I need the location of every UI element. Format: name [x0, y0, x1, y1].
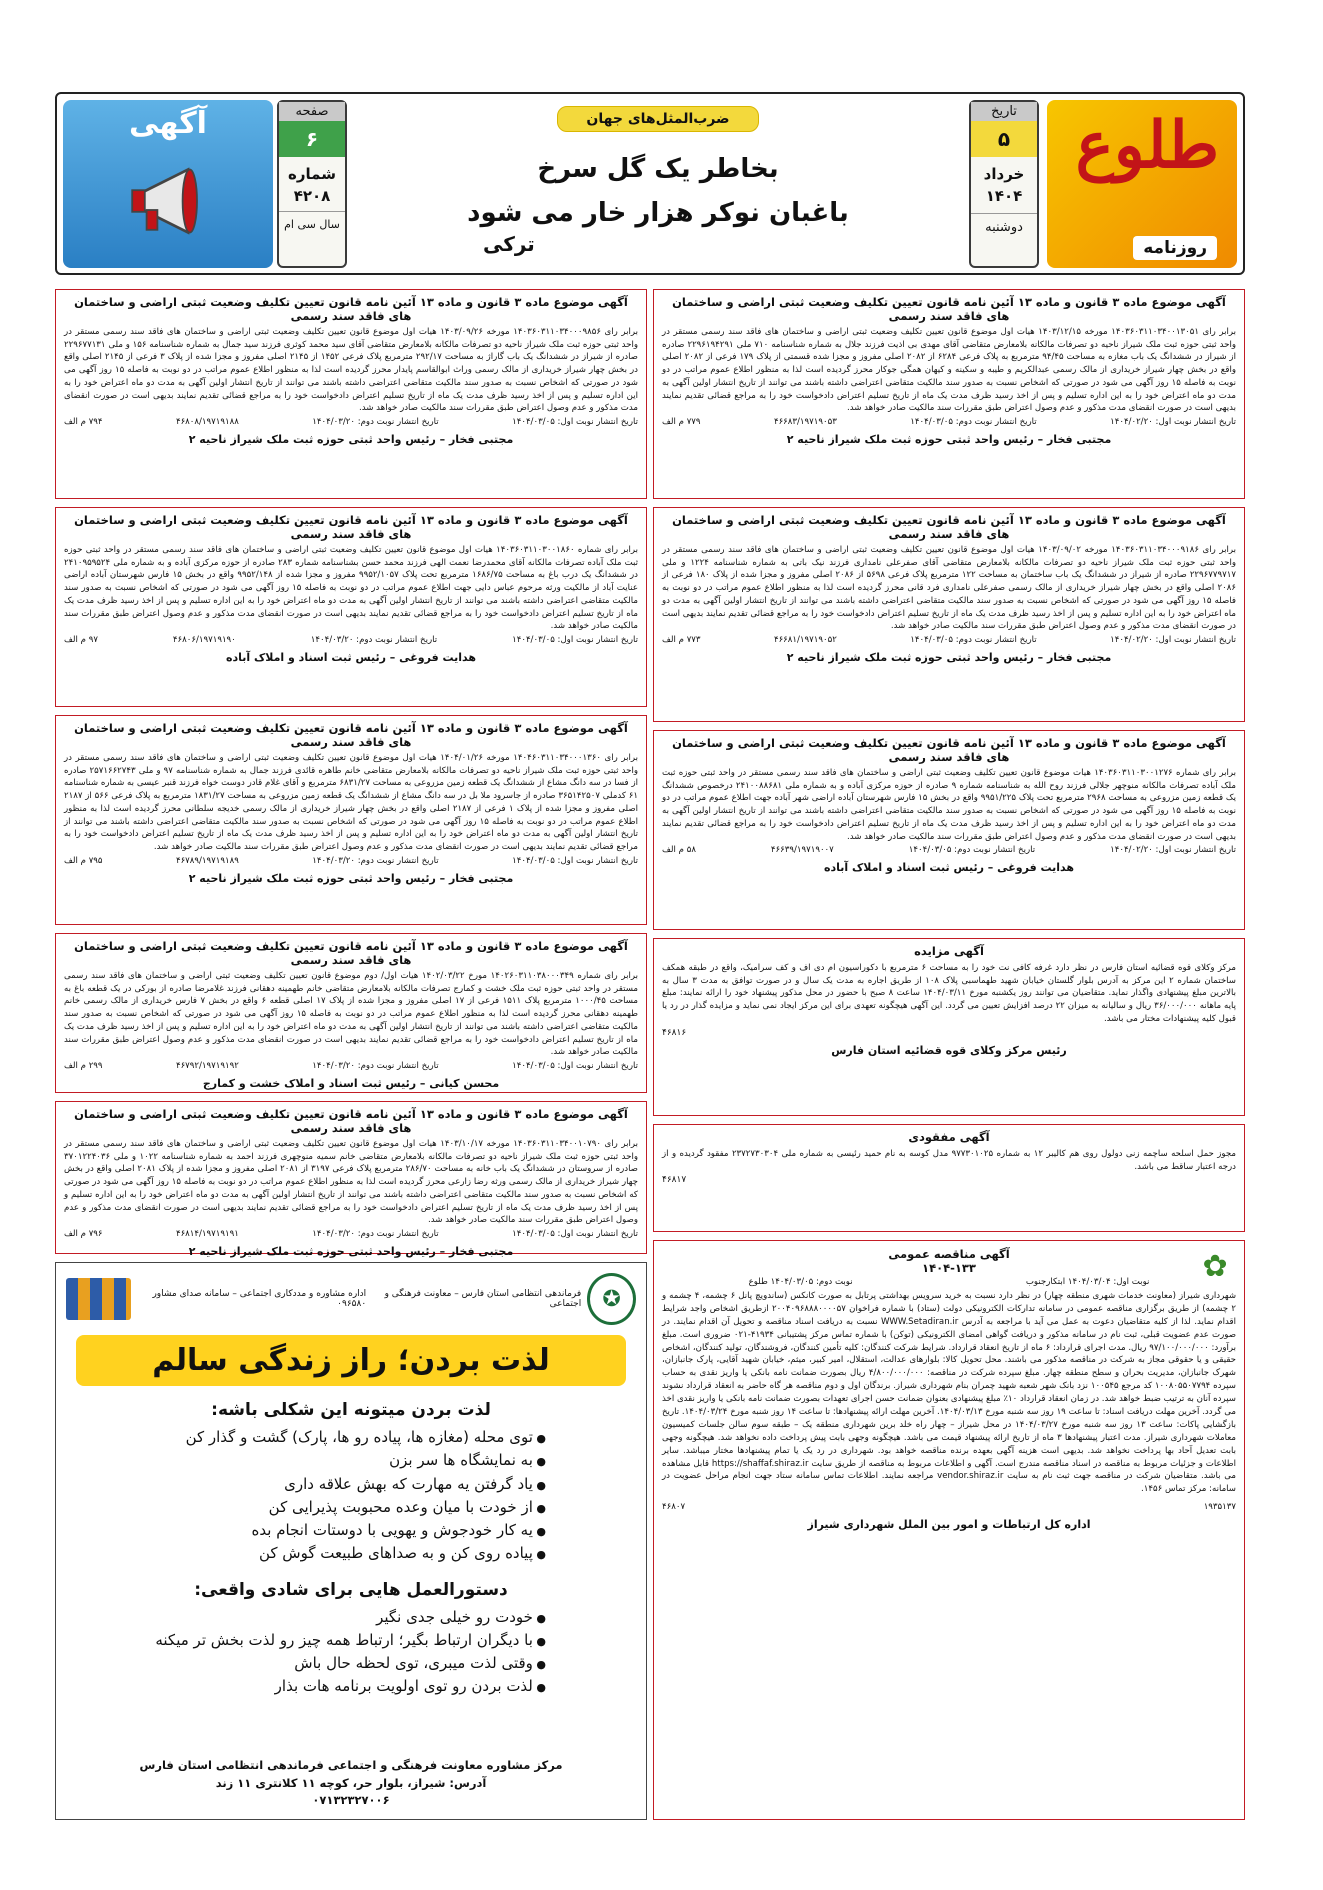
- issue-label: شماره: [288, 165, 336, 183]
- notice-code: ۹۷ م الف: [64, 635, 98, 646]
- police-emblem-icon: ✪: [587, 1273, 636, 1325]
- notice-ref: ۴۶۶۸۱/۱۹۷۱۹۰۵۲: [773, 635, 837, 646]
- notice-7: [55, 933, 647, 1093]
- proverb-tag: ضرب‌المثل‌های جهان: [557, 106, 758, 132]
- notice-body: برابر رای شماره ۱۴۰۲۶۰۳۱۱۰۳۸۰۰۰۳۴۹ مورخ ۱۴۰۲/۰۳/۲۲ هیات اول/ دوم موضوع قانون تعیین تکلیف وضعیت ثبتی اراضی و ساختمان های فاقد سند رسمی مستقر در واحد ثبتی حوزه ثبت ملک خشت و کمارج تصرفات مالکانه بلامعارض متقاضی خانم طهمینه دهقانی فرزند غلامرضا صادره از بورکی در یک قطعه باغ به مساحت ۱۰۰۰/۴۵ مترمربع پلاک ۱۵۱۱ فرعی از ۱۷ اصلی مفروز و مجزا شده از پلاک ۱۷ اصلی قطعه ۶ واقع در بخش ۷ فارس خریداری از مالک رسمی خانم طهمینه دهقانی محرز گردیده است لذا به منظور اطلاع عموم مراتب در دو نوبت به فاصله ۱۵ روز آگهی می شود در صورتی که اشخاص نسبت به صدور سند مالکیت متقاضی اعتراضی داشته باشند می توانند از تاریخ انتشار اولین آگهی به مدت دو ماه اعتراض خود را به این اداره تسلیم و پس از اخذ رسید ظرف مدت یک ماه از تاریخ تسلیم اعتراض دادخواست خود را به مراجع قضائی تقدیم نمایند بدیهی است در صورت انقضای مدت مذکور و عدم وصول اعتراض طبق مقررات سند مالکیت صادر خواهد شد.: [64, 971, 639, 1058]
- list-item: ● توی محله (مغازه ها، پیاده رو ها، پارک) گشت و گذار کن: [66, 1426, 546, 1449]
- list-item: ● از خودت با میان وعده محبوبت پذیرایی کن: [66, 1496, 546, 1519]
- tender-date-2: نوبت دوم: ۱۴۰۴/۰۳/۰۵ طلوع: [748, 1277, 853, 1287]
- list-item: ● خودت رو خیلی جدی نگیر: [66, 1606, 546, 1629]
- notice-meta: [64, 1061, 638, 1071]
- notice-meta: [662, 635, 1236, 645]
- newspaper-logo: [1047, 100, 1237, 268]
- notice-date-1: تاریخ انتشار نوبت اول: ۱۴۰۴/۰۲/۲۰: [1110, 845, 1236, 856]
- notice-ref: ۴۶۷۸۹/۱۹۷۱۹۱۸۹: [175, 855, 239, 866]
- tender-body: شهرداری شیراز (معاونت خدمات شهری منطقه چهار) در نظر دارد نسبت به خرید سرویس بهداشتی پرتابل به صورت کانکس (ساندویچ پانل ۶ چشمه، ۴ چشمه و ۲ چشمه) از طریق برگزاری مناقصه عمومی در سامانه تدارکات الکترونیکی دولت (ستاد) با شماره فراخوان ۲۰۰۴۰۹۶۸۸۸۰۰۰۰۵۷ ازطریق اشخاص واجد شرایط اقدام نماید. لذا از کلیه متقاضیان دعوت به عمل می آید با مراجعه به آدرس WWW.Setadiran.ir نسبت به دریافت اسناد مناقصه و تحویل آن اقدام نمایند. در صورت عدم عضویت قبلی، ثبت نام در سامانه مذکور و دریافت گواهی امضای الکترونیکی (توکن) با شماره تماس مرکز پشتیبانی ۴۱۹۳۴-۰۲۱ ضروری است. مبلغ برآورد: ۹۷/۱۰۰/۰۰۰/۰۰۰ ریال. مدت اجرای قرارداد: ۶ ماه از تاریخ انعقاد قرارداد. شرایط شرکت کنندگان: کلیه تأمین کنندگان، فروشندگان، تولید کنندگان، اشخاص حقیقی و یا حقوقی مجاز به شرکت در مناقصه مذکور می باشند. محل تحویل کالا: بلوارهای عدالت، استقلال، امیر کبیر، میثم، خیابان شهید آقایی، پارک جانبازان، شهرک جانبازان، مدیریت بحران و سطح منطقه چهار. مبلغ سپرده شرکت در مناقصه: ۴/۸۰۰/۰۰۰/۰۰۰ ریال بصورت ضمانت نامه بانکی یا واریز نقدی به حساب سپرده ۱۰۰۸۰۵۵۰۷۷۹۴ کد مرجع ۱۰۰۵۴۵ نزد بانک شهر شعبه شهید چمران بنام شهرداری شیراز. برندگان اول و دوم مناقصه هر گاه حاضر به انعقاد قرارداد نشوند سپرده آنان به ترتیب ضبط خواهد شد. در زمان انعقاد قرارداد ۱۰٪ مبلغ پیشنهادی بعنوان ضمانت حسن اجرای تعهدات بصورت ضمانت نامه بانکی یا واریز نقدی اخذ می گردد. آخرین مهلت دریافت اسناد: تا ساعت ۱۹ روز سه شنبه مورخ ۱۴۰۴/۰۳/۱۳. آخرین مهلت ارائه پیشنهادها: تا ساعت ۱۴ روز شنبه مورخ ۱۴۰۴/۰۳/۲۴. تاریخ بازگشایی پاکات: ساعت ۱۳ روز سه شنبه مورخ ۱۴۰۴/۰۳/۲۷ در محل شیراز – چهار راه خلد برین شهرداری منطقه یک – طبقه سوم سالن جلسات کمیسیون معاملات شهرداری شیراز. مدت اعتبار پیشنهادها ۳ ماه از تاریخ ارائه پیشنهاد قیمت می باشد. هیچگونه وجهی بابت پیش پرداخت داده نخواهد شد. هیچگونه وجهی بابت تعدیل آحاد بها پرداخت نخواهد شد. بدیهی است هزینه آگهی بعهده برنده مناقصه خواهد بود. شهرداری در رد یک یا تمام پیشنهادها مختار میباشد. سایر اطلاعات و جزئیات مربوط به مناقصه در اسناد مناقصه مندرج است. آگهی و اطلاعات مربوط به مناقصه از طریق سایت https://shaffaf.shiraz.ir قابل مشاهده می باشد. متقاضیان شرکت در مناقصه جهت ثبت نام به سایت vendor.shiraz.ir مراجعه نمایند. اطلاعات تماس سامانه ستاد جهت انجام مراحل عضویت در سامانه: مرکز تماس ۱۴۵۶.: [662, 1291, 1237, 1495]
- logo-title: طلوع: [1075, 108, 1219, 183]
- tender-ref-left: ۴۶۸۰۷: [662, 1502, 686, 1513]
- lost-ref: ۴۶۸۱۷: [662, 1175, 687, 1186]
- notice-date-1: تاریخ انتشار نوبت اول: ۱۴۰۴/۰۲/۲۰: [1110, 417, 1236, 428]
- notice-5: [653, 730, 1245, 930]
- notice-date-1: تاریخ انتشار نوبت اول: ۱۴۰۴/۰۳/۰۵: [512, 1061, 638, 1072]
- organization-logo-icon: [66, 1278, 131, 1320]
- notice-date-1: تاریخ انتشار نوبت اول: ۱۴۰۴/۰۳/۰۵: [512, 855, 638, 866]
- date-month: خرداد: [983, 165, 1025, 183]
- notice-title: آگهی موضوع ماده ۳ قانون و ماده ۱۳ آئین نامه قانون تعیین تکلیف وضعیت ثبتی اراضی و ساختمان های فاقد سند رسمی: [74, 721, 628, 749]
- notice-date-2: تاریخ انتشار نوبت دوم: ۱۴۰۴/۰۳/۰۵: [910, 417, 1037, 428]
- list-item: ● یاد گرفتن یه مهارت که بهش علاقه داری: [66, 1473, 546, 1496]
- auction-ref: ۴۶۸۱۶: [662, 1027, 687, 1038]
- auction-signer: رئیس مرکز وکلای قوه قضائیه استان فارس: [831, 1043, 1067, 1057]
- notice-date-1: تاریخ انتشار نوبت اول: ۱۴۰۴/۰۳/۰۵: [512, 1229, 638, 1240]
- notice-signer: محسن کیانی – رئیس ثبت اسناد و املاک خشت و کمارج: [202, 1077, 500, 1091]
- poster-org-left: [66, 1278, 366, 1320]
- poster-footer-address: آدرس: شیراز، بلوار حر، کوچه ۱۱ کلانتری ۱۱ زند: [215, 1775, 487, 1790]
- notice-meta: [64, 635, 638, 645]
- notice-body: برابر رای ۱۴۰۳۶۰۳۱۱۰۳۴۰۰۱۰۷۹۰ مورخه ۱۴۰۳/۱۰/۱۷ هیات اول موضوع قانون تعیین تکلیف وضعیت ثبتی اراضی و ساختمان های فاقد سند رسمی مستقر در واحد ثبتی حوزه ثبت ملک شیراز ناحیه دو تصرفات مالکانه بلامعارض متقاضی خانم سمیه منوچهری فرزند احمد به شماره شناسنامه ۱۰۲۲ و ملی ۳۷۰۱۲۲۴۰۳۶ صادره از سروستان در ششدانگ یک باب خانه به مساحت ۲۸۶/۷۰ مترمربع پلاک فرعی ۳۱۹۷ از ۲۰۸۱ اصلی مفروز و مجزا شده از پلاک ۲۰۸۱ اصلی واقع در بخش چهار شیراز خریداری از مالک رسمی ورثه رضا زارعی محرز گردیده است لذا به منظور اطلاع عموم مراتب در دو نوبت به فاصله ۱۵ روز آگهی می شود در صورتی که اشخاص نسبت به صدور سند مالکیت متقاضی اعتراضی داشته باشند می توانند از تاریخ انتشار اولین آگهی به مدت دو ماه اعتراض خود را به این اداره تسلیم و پس از اخذ رسید ظرف مدت یک ماه از تاریخ تسلیم اعتراض دادخواست خود را به مراجع قضائی تقدیم نمایند بدیهی است در صورت انقضای مدت مذکور و عدم وصول اعتراض طبق مقررات سند مالکیت صادر خواهد شد.: [64, 1139, 638, 1226]
- notice-date-1: تاریخ انتشار نوبت اول: ۱۴۰۴/۰۳/۰۵: [512, 635, 638, 646]
- list-item: ● پیاده روی کن و به صداهای طبیعت گوش کن: [66, 1542, 546, 1565]
- year-label: سال سی ام: [284, 218, 340, 231]
- notice-8: [55, 1101, 647, 1259]
- auction-title: آگهی مزایده: [914, 944, 984, 958]
- notice-code: ۷۹۵ م الف: [64, 855, 103, 866]
- notice-meta: [64, 1229, 638, 1239]
- police-poster: [55, 1262, 647, 1820]
- ad-badge: [63, 100, 273, 268]
- tender-signer: اداره کل ارتباطات و امور بین الملل شهرداری شیراز: [807, 1518, 1091, 1532]
- ad-label: آگهی: [129, 106, 207, 141]
- notice-1: [653, 289, 1245, 499]
- notice-meta: [662, 845, 1236, 855]
- notice-title: آگهی موضوع ماده ۳ قانون و ماده ۱۳ آئین نامه قانون تعیین تکلیف وضعیت ثبتی اراضی و ساختمان های فاقد سند رسمی: [74, 295, 628, 323]
- poster-footer-org: مرکز مشاوره معاونت فرهنگی و اجتماعی فرماندهی انتظامی استان فارس: [139, 1758, 563, 1773]
- notice-code: ۷۷۳ م الف: [662, 635, 701, 646]
- notice-date-2: تاریخ انتشار نوبت دوم: ۱۴۰۴/۰۳/۰۵: [910, 635, 1037, 646]
- notice-date-2: تاریخ انتشار نوبت دوم: ۱۴۰۴/۰۳/۲۰: [312, 855, 439, 866]
- notice-ref: ۴۶۷۹۲/۱۹۷۱۹۱۹۲: [175, 1061, 239, 1072]
- notice-title: آگهی موضوع ماده ۳ قانون و ماده ۱۳ آئین نامه قانون تعیین تکلیف وضعیت ثبتی اراضی و ساختمان های فاقد سند رسمی: [74, 1107, 628, 1135]
- newspaper-page: [55, 92, 1245, 1822]
- list-item: ● با دیگران ارتباط بگیر؛ ارتباط همه چیز رو لذت بخش تر میکنه: [66, 1629, 546, 1652]
- notice-signer: هدایت فروغی – رئیس ثبت اسناد و املاک آباده: [225, 651, 476, 665]
- notice-code: ۷۹۶ م الف: [64, 1229, 103, 1240]
- tender-title: آگهی مناقصه عمومی: [888, 1247, 1010, 1261]
- poster-list-2: [66, 1606, 636, 1699]
- notice-ref: ۴۶۸۰۸/۱۹۷۱۹۱۸۸: [175, 417, 239, 428]
- notice-3: [653, 507, 1245, 722]
- notice-title: آگهی موضوع ماده ۳ قانون و ماده ۱۳ آئین نامه قانون تعیین تکلیف وضعیت ثبتی اراضی و ساختمان های فاقد سند رسمی: [672, 736, 1226, 764]
- notice-code: ۵۸ م الف: [662, 845, 696, 856]
- proverb-line-1: بخاطر یک گل سرخ: [537, 154, 779, 184]
- notice-signer: مجتبی فخار – رئیس واحد ثبتی حوزه ثبت ملک شیراز ناحیه ۲: [188, 1245, 514, 1259]
- notice-date-1: تاریخ انتشار نوبت اول: ۱۴۰۴/۰۲/۲۰: [1110, 635, 1236, 646]
- poster-footer-phone: ۰۷۱۳۲۳۲۷۰۰۶: [312, 1792, 390, 1807]
- date-label: تاریخ: [971, 102, 1037, 121]
- poster-org-right-text: فرماندهی انتظامی استان فارس – معاونت فرهنگی و اجتماعی: [384, 1289, 582, 1309]
- notice-signer: مجتبی فخار – رئیس واحد ثبتی حوزه ثبت ملک شیراز ناحیه ۲: [188, 433, 514, 447]
- notice-code: ۷۹۴ م الف: [64, 417, 103, 428]
- notice-body: برابر رای ۱۴۰۳۶۰۳۱۱۰۳۴۰۰۱۳۰۵۱ مورخه ۱۴۰۳/۱۲/۱۵ هیات اول موضوع قانون تعیین تکلیف وضعیت ثبتی اراضی و ساختمان های فاقد سند رسمی مستقر در واحد ثبتی حوزه ثبت ملک شیراز ناحیه دو تصرفات مالکانه بلامعارض متقاضی آقای مهدی بی اذیت فرزند جلال به شماره شناسنامه ۷۱۰ ملی ۲۲۹۶۱۹۴۲۹۱ صادره از شیراز در ششدانگ یک باب مغازه به مساحت ۹۴/۴۵ مترمربع به پلاک فرعی ۶۲۸۴ از ۲۰۸۲ اصلی مفروز و مجزا شده قسمتی از پلاک ۱۷۹ فرعی از ۲۰۸۲ اصلی واقع در بخش چهار شیراز خریداری از مالک رسمی عبدالکریم و طیبه و سکینه و کیهان همگی جوکار محرز گردیده است لذا به منظور اطلاع عموم مراتب در دو نوبت به فاصله ۱۵ روز آگهی می شود در صورتی که اشخاص نسبت به صدور سند مالکیت متقاضی اعتراضی داشته باشند می توانند از تاریخ انتشار اولین آگهی به مدت دو ماه اعتراض خود را به این اداره تسلیم و پس از اخذ رسید ظرف مدت یک ماه از تاریخ تسلیم اعتراض دادخواست خود را به مراجع قضائی تقدیم نمایند بدیهی است در صورت انقضای مدت مذکور و عدم وصول اعتراض طبق مقررات سند مالکیت صادر خواهد شد.: [662, 327, 1236, 414]
- notice-4: [55, 507, 647, 707]
- date-day: ۵: [971, 121, 1037, 157]
- notice-6: [55, 715, 647, 925]
- lost-title: آگهی مفقودی: [908, 1130, 990, 1144]
- notice-body: برابر رای شماره ۱۴۰۳۶۰۳۱۱۰۳۰۰۱۲۷۶ هیات موضوع قانون تعیین تکلیف وضعیت ثبتی اراضی و ساختمان های فاقد سند رسمی مستقر در واحد ثبتی حوزه ثبت ملک آباده تصرفات مالکانه منوچهر جلالی فرزند روح الله به شناسنامه شماره ۹ صادره از حوزه مرکزی آباده و به شماره ملی ۲۴۱۰۰۸۸۶۸۱ درخصوص ششدانگ یک قطعه زمین مزروعی به مساحت ۲۹۶۸ مترمربع تحت پلاک ۹۹۵۱/۲۲۵ واقع در بخش ۱۵ فارس شهرستان آباده اراضی شهر آباده جهت اطلاع عموم مراتب در دو نوبت به فاصله ۱۵ روز آگهی می شود در صورتی که اشخاص نسبت به صدور سند مالکیت متقاضی اعتراضی داشته باشند می توانند از تاریخ انتشار اولین آگهی به مدت دو ماه اعتراض خود را به این اداره تسلیم و پس از اخذ رسید ظرف مدت یک ماه از تاریخ تسلیم اعتراض دادخواست خود را به مراجع قضائی تقدیم نمایند بدیهی است در صورت انقضای مدت مذکور و عدم وصول اعتراض طبق مقررات سند مالکیت صادر خواهد شد.: [662, 768, 1236, 842]
- proverb-line-2: باغبان نوکر هزار خار می شود: [467, 198, 849, 228]
- page-label: صفحه: [279, 102, 345, 121]
- page-number: ۶: [279, 121, 345, 157]
- notice-date-1: تاریخ انتشار نوبت اول: ۱۴۰۴/۰۳/۰۵: [512, 417, 638, 428]
- proverb-source: ترکی: [483, 232, 535, 256]
- notice-signer: هدایت فروغی – رئیس ثبت اسناد و املاک آباده: [823, 861, 1074, 875]
- notice-body: برابر رای ۱۴۰۳۶۰۳۱۱۰۳۴۰۰۰۹۱۸۶ مورخه ۱۴۰۳/۰۹/۰۲ هیات اول موضوع قانون تعیین تکلیف وضعیت ثبتی اراضی و ساختمان های فاقد سند رسمی مستقر در واحد ثبتی حوزه ثبت ملک شیراز ناحیه دو تصرفات مالکانه بلامعارض متقاضی آقای صفرعلی نامداری فرزند نیک باتی به شماره شناسنامه ۱۲۲۴ و ملی ۲۲۹۶۷۷۹۷۱۷ صادره از شیراز در ششدانگ یک باب ساختمان به مساحت ۱۲۲ مترمربع پلاک فرعی ۵۶۹۸ از ۲۰۸۶ اصلی مفروز و مجزا شده از پلاک ۱۸۰ فرعی از ۲۰۸۶ اصلی واقع در بخش چهار شیراز خریداری از مالک رسمی صفرعلی نامداری فرد قانی محرز گردیده است لذا به منظور اطلاع عموم مراتب در دو نوبت به فاصله ۱۵ روز آگهی می شود در صورتی که اشخاص نسبت به صدور سند مالکیت متقاضی اعتراضی داشته باشند می توانند از تاریخ انتشار اولین آگهی به مدت دو ماه اعتراض خود را به این اداره تسلیم و پس از اخذ رسید ظرف مدت یک ماه از تاریخ تسلیم اعتراض دادخواست خود را به مراجع قضائی تقدیم نمایند بدیهی است در صورت انقضای مدت مذکور و عدم وصول اعتراض طبق مقررات سند مالکیت صادر خواهد شد.: [662, 545, 1236, 632]
- date-weekday: دوشنبه: [985, 220, 1023, 235]
- notice-body: برابر رای ۱۴۰۴۶۰۳۱۱۰۳۴۰۰۰۱۳۶۰ مورخه ۱۴۰۴/۰۱/۲۶ هیات اول موضوع قانون تعیین تکلیف وضعیت ثبتی اراضی و ساختمان های فاقد سند رسمی مستقر در واحد ثبتی حوزه ثبت ملک شیراز ناحیه دو تصرفات مالکانه بلامعارض متقاضی خانم طاهره قائدی فرزند جمال به شماره شناسنامه ۹۷ و ملی ۲۵۷۱۶۶۲۷۴۳ صادره از فسا در سه دانگ مشاع از ششدانگ یک قطعه زمین مزروعی به مساحت ۶۸۳۱/۲۷ مترمربع و آقای غلام قادر دوست خواه فرزند قنبر عیسی به شماره شناسنامه ۶۱ کدملی ۳۶۵۱۴۲۵۰۷ صادره از جاسرود ملا بل در سه دانگ مشاع از ششدانگ یک قطعه زمین مزروعی به مساحت ۱۸۳۱/۲۷ مترمربع به پلاک فرعی ۵۶۶ از ۲۱۸۷ اصلی مفروز و مجزا شده از پلاک ۱ فرعی از ۲۱۸۷ اصلی واقع در بخش چهار شیراز خریداری از مالک رسمی خدیجه سلطانی محرز گردیده است لذا به منظور اطلاع عموم مراتب در دو نوبت به فاصله ۱۵ روز آگهی می شود در صورتی که اشخاص نسبت به صدور سند مالکیت متقاضی اعتراضی داشته باشند می توانند از تاریخ انتشار اولین آگهی به مدت دو ماه اعتراض خود را به این اداره تسلیم و پس از اخذ رسید ظرف مدت یک ماه از تاریخ تسلیم اعتراض دادخواست خود را به مراجع قضائی تقدیم نمایند بدیهی است در صورت انقضای مدت مذکور و عدم وصول اعتراض طبق مقررات سند مالکیت صادر خواهد شد.: [64, 753, 639, 853]
- notice-code: ۷۷۹ م الف: [662, 417, 701, 428]
- notice-date-2: تاریخ انتشار نوبت دوم: ۱۴۰۴/۰۳/۰۵: [908, 845, 1036, 856]
- auction-notice: [653, 938, 1245, 1116]
- notice-date-2: تاریخ انتشار نوبت دوم: ۱۴۰۴/۰۳/۲۰: [312, 1061, 439, 1072]
- megaphone-icon: [125, 156, 215, 246]
- notice-ref: ۴۶۶۸۳/۱۹۷۱۹۰۵۳: [773, 417, 837, 428]
- notice-meta: [64, 856, 638, 866]
- lost-notice: [653, 1124, 1245, 1232]
- notice-ref: ۴۶۸۱۴/۱۹۷۱۹۱۹۱: [175, 1229, 239, 1240]
- municipality-logo-icon: ✿: [1202, 1248, 1228, 1284]
- notice-date-2: تاریخ انتشار نوبت دوم: ۱۴۰۴/۰۳/۲۰: [312, 1229, 439, 1240]
- notice-body: برابر رای شماره ۱۴۰۳۶۰۳۱۱۰۳۰۰۱۸۶۰ هیات اول موضوع قانون تعیین تکلیف وضعیت ثبتی اراضی و ساختمان های فاقد سند رسمی مستقر در واحد ثبتی حوزه ثبت ملک آباده تصرفات مالکانه آقای محمدرضا نعمت الهی فرزند محمد حسن بشناسنامه شماره ۲۸۳ صادره از حوزه مرکزی آباده و به شماره ملی ۲۴۱۰۹۵۹۵۲۴ در ششدانگ یک درب باغ به مساحت ۱۶۸۶/۷۵ مترمربع تحت پلاک ۹۹۵۲/۱۰۵۷ مفروز و مجزا شده از ۹۹۵۲/۱۴۸ واقع در بخش ۱۵ فارس شهرستان آباده اراضی عنایت آباد از مالکیت ورثه مرحوم عباس دایی جهت اطلاع عموم مراتب در دو نوبت به فاصله ۱۵ روز آگهی می شود در صورتی که اشخاص نسبت به صدور سند مالکیت متقاضی اعتراضی داشته باشند می توانند از تاریخ انتشار اولین آگهی به مدت دو ماه اعتراض خود را به این اداره تسلیم و پس از اخذ رسید ظرف مدت یک ماه از تاریخ تسلیم اعتراض دادخواست خود را به مراجع قضائی تقدیم نمایند بدیهی است در صورت انقضای مدت مذکور و عدم وصول اعتراض طبق مقررات سند مالکیت صادر خواهد شد.: [64, 545, 638, 632]
- notice-body: برابر رای ۱۴۰۳۶۰۳۱۱۰۳۴۰۰۰۹۸۵۶ مورخه ۱۴۰۳/۰۹/۲۶ هیات اول موضوع قانون تعیین تکلیف وضعیت ثبتی اراضی و ساختمان های فاقد سند رسمی مستقر در واحد ثبتی حوزه ثبت ملک شیراز ناحیه دو تصرفات مالکانه بلامعارض متقاضی آقای سید محمد کوثری فرزند سید جمال به شماره شناسنامه ۱۵۶ و ملی ۲۲۹۶۷۷۱۳۱ صادره از شیراز در ششدانگ یک باب گاراژ به مساحت ۲۹۲/۱۷ مترمربع پلاک فرعی ۱۴۵۲ از ۲۱۴۵ اصلی مفروز و مجزا شده از پلاک ۳ فرعی از ۲۱۴۵ اصلی واقع در بخش چهار شیراز خریداری از مالک رسمی وراث ابوالقاسم پایدار محرز گردیده است لذا به منظور اطلاع عموم مراتب در دو نوبت به فاصله ۱۵ روز آگهی می شود در صورتی که اشخاص نسبت به صدور سند مالکیت متقاضی اعتراضی داشته باشند می توانند از تاریخ انتشار اولین آگهی به مدت دو ماه اعتراض خود را به این اداره تسلیم و پس از اخذ رسید ظرف مدت یک ماه از تاریخ تسلیم اعتراض دادخواست خود را به مراجع قضائی تقدیم نمایند بدیهی است در صورت انقضای مدت مذکور و عدم وصول اعتراض طبق مقررات سند مالکیت صادر خواهد شد.: [64, 327, 638, 414]
- notice-signer: مجتبی فخار – رئیس واحد ثبتی حوزه ثبت ملک شیراز ناحیه ۲: [786, 651, 1112, 665]
- masthead: [55, 92, 1245, 275]
- notice-meta: [662, 417, 1236, 427]
- tender-number: ۱۴۰۴-۱۳۳: [922, 1261, 976, 1275]
- notice-2: [55, 289, 647, 499]
- list-item: ● یه کار خودجوش و یهویی با دوستات انجام بده: [66, 1519, 546, 1542]
- tender-notice: [653, 1240, 1245, 1820]
- list-item: ● وقتی لذت میبری، توی لحظه حال باش: [66, 1652, 546, 1675]
- notice-title: آگهی موضوع ماده ۳ قانون و ماده ۱۳ آئین نامه قانون تعیین تکلیف وضعیت ثبتی اراضی و ساختمان های فاقد سند رسمی: [672, 295, 1226, 323]
- notice-meta: [64, 417, 638, 427]
- list-item: ● لذت بردن رو توی اولویت برنامه هات بذار: [66, 1675, 546, 1698]
- tender-date-1: نوبت اول: ۱۴۰۴/۰۳/۰۴ ابتکارجنوب: [1025, 1277, 1150, 1287]
- date-panel: [969, 100, 1039, 268]
- notice-date-2: تاریخ انتشار نوبت دوم: ۱۴۰۴/۰۳/۲۰: [312, 417, 439, 428]
- notice-title: آگهی موضوع ماده ۳ قانون و ماده ۱۳ آئین نامه قانون تعیین تکلیف وضعیت ثبتی اراضی و ساختمان های فاقد سند رسمی: [74, 513, 628, 541]
- tender-refs: [662, 1502, 1236, 1512]
- notice-signer: مجتبی فخار – رئیس واحد ثبتی حوزه ثبت ملک شیراز ناحیه ۲: [188, 871, 514, 885]
- notice-ref: ۴۶۸۰۶/۱۹۷۱۹۱۹۰: [172, 635, 236, 646]
- poster-org-left-text: اداره مشاوره و مددکاری اجتماعی – سامانه صدای مشاور ۰۹۶۵۸۰: [152, 1289, 367, 1309]
- poster-section-1: لذت بردن میتونه این شکلی باشه:: [211, 1400, 491, 1420]
- notice-code: ۲۹۹ م الف: [64, 1061, 103, 1072]
- tender-meta: [662, 1277, 1236, 1287]
- poster-section-2: دستورالعمل هایی برای شادی واقعی:: [194, 1579, 508, 1600]
- issue-number: ۴۲۰۸: [279, 185, 345, 212]
- page-panel: [277, 100, 347, 268]
- auction-body: مرکز وکلای قوه قضائیه استان فارس در نظر دارد غرفه کافی نت خود را به مساحت ۶ مترمربع با دکوراسیون ام دی اف و کف سرامیک، واقع در طبقه همکف ساختمان شماره ۲ این مرکز به آدرس بلوار گلستان خیابان شهید طهماسبی پلاک ۱۰۸ از طریق اجاره به مدت یک سال و در صورت توافق به مدت ۳ سال به بالاترین مبلغ پیشنهادی واگذار نماید. متقاضیان می توانند روز یکشنبه مورخ ۱۴۰۴/۰۳/۱۱ ساعت ۸ صبح با حضور در محل مذکور پیشنهاد خود را ارائه نمایند: مبلغ پایه ماهانه ۳۶/۰۰۰/۰۰۰ ریال و سالیانه به میزان ۲۲ درصد افزایش تعیین می گردد. این آگهی هیچگونه تعهدی برای این مرکز ایجاد نمی نماید و مزایده گذار در رد یا قبول کلیه پیشنهادات مختار می باشد.: [662, 963, 1236, 1024]
- logo-subtitle: روزنامه: [1133, 236, 1217, 260]
- notice-title: آگهی موضوع ماده ۳ قانون و ماده ۱۳ آئین نامه قانون تعیین تکلیف وضعیت ثبتی اراضی و ساختمان های فاقد سند رسمی: [672, 513, 1226, 541]
- poster-footer: [66, 1757, 636, 1809]
- poster-org-right: [366, 1273, 636, 1325]
- date-year: ۱۴۰۴: [971, 185, 1037, 214]
- proverb-panel: [363, 100, 953, 268]
- notice-signer: مجتبی فخار – رئیس واحد ثبتی حوزه ثبت ملک شیراز ناحیه ۲: [786, 433, 1112, 447]
- poster-list-1: [66, 1426, 636, 1566]
- poster-header: [66, 1271, 636, 1327]
- notice-title: آگهی موضوع ماده ۳ قانون و ماده ۱۳ آئین نامه قانون تعیین تکلیف وضعیت ثبتی اراضی و ساختمان های فاقد سند رسمی: [74, 939, 628, 967]
- poster-headline: لذت بردن؛ راز زندگی سالم: [76, 1335, 626, 1386]
- tender-ref-mid: ۱۹۳۵۱۳۷: [1203, 1502, 1236, 1513]
- list-item: ● به نمایشگاه ها سر بزن: [66, 1449, 546, 1472]
- notice-date-2: تاریخ انتشار نوبت دوم: ۱۴۰۴/۰۳/۲۰: [310, 635, 438, 646]
- notice-ref: ۴۶۶۳۹/۱۹۷۱۹۰۰۷: [770, 845, 834, 856]
- lost-body: مجوز حمل اسلحه ساچمه زنی دولول روی هم کالیبر ۱۲ به شماره ۹۷۷۳۰۱۰۲۵ مدل کوسه به نام حمید رئیسی به شماره ملی ۲۳۷۲۷۳۰۳۰۴ مفقود گردیده و از درجه اعتبار ساقط می باشد.: [662, 1149, 1236, 1172]
